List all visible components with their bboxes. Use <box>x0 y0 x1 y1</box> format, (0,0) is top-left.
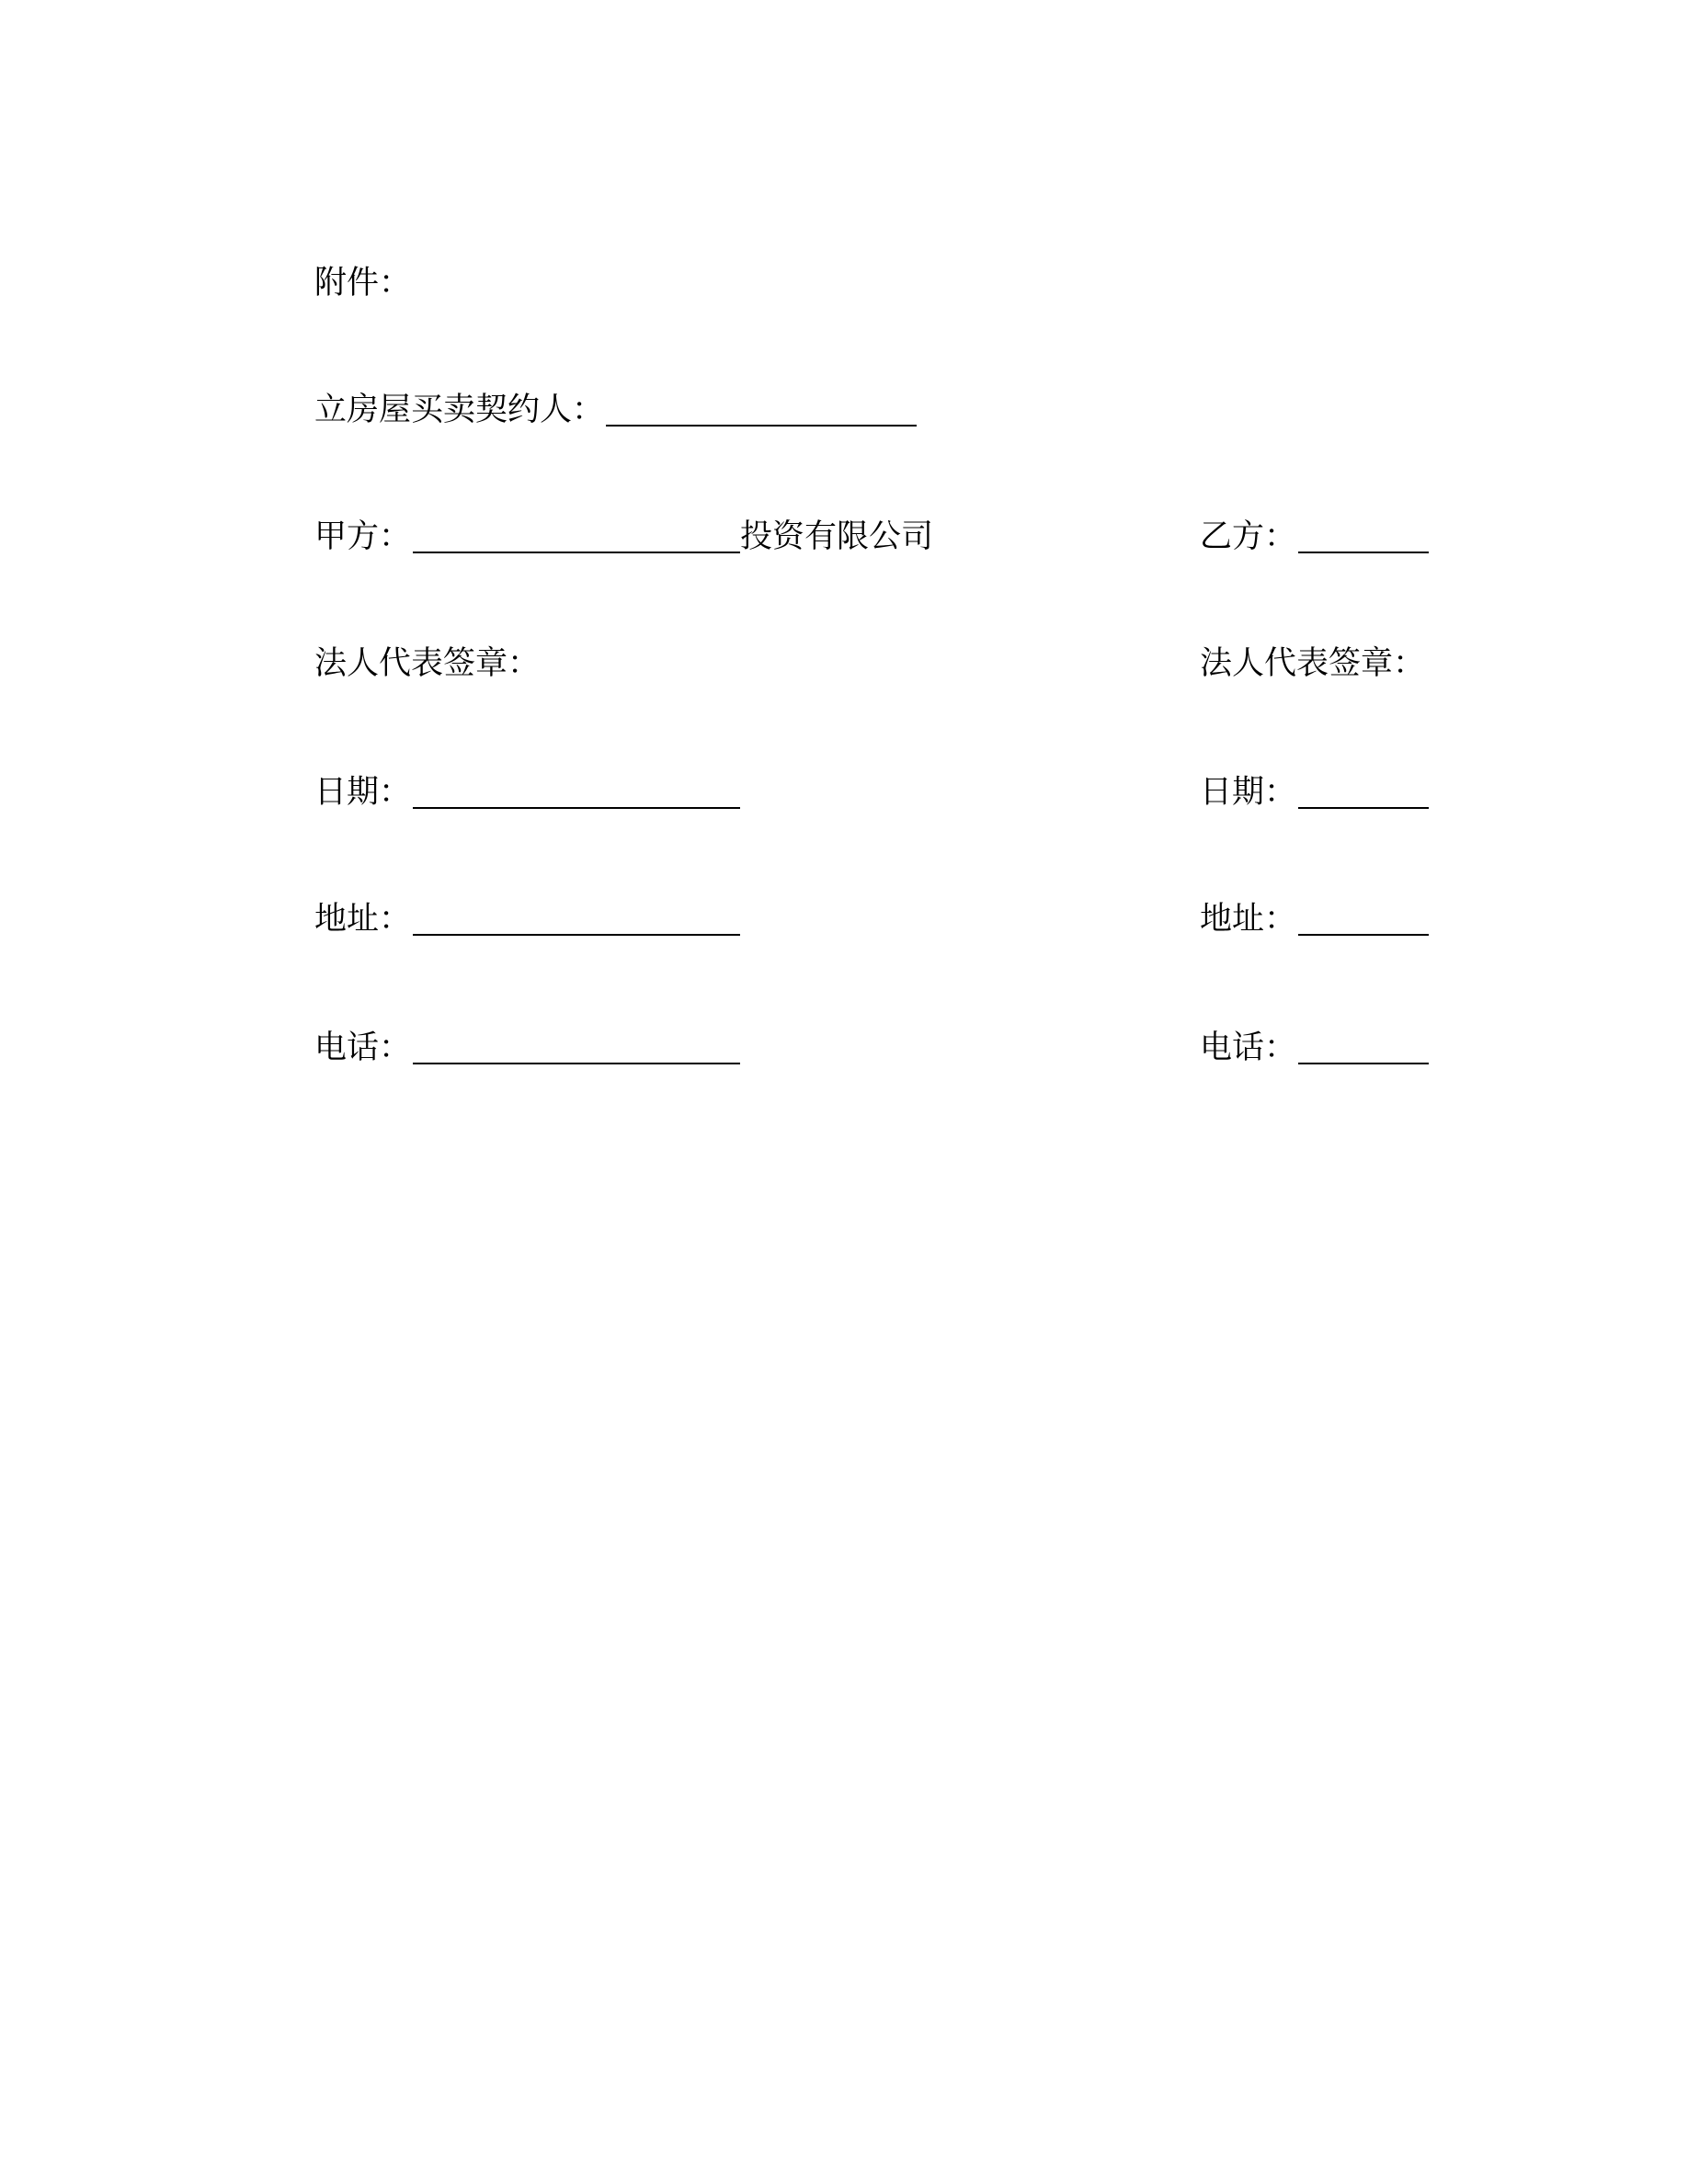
party-b-name-blank[interactable] <box>1298 518 1429 553</box>
contract-parties-label: 立房屋买卖契约人： <box>314 392 605 428</box>
party-b-label: 乙方： <box>1200 518 1297 555</box>
party-a-phone-blank[interactable] <box>413 1029 740 1064</box>
party-b-line <box>1200 517 1429 557</box>
party-a-date-line <box>314 772 740 813</box>
party-a-phone-label: 电话： <box>314 1029 412 1066</box>
contract-parties-line <box>314 390 917 430</box>
party-b-phone-blank[interactable] <box>1298 1029 1429 1064</box>
party-a-name-blank[interactable] <box>413 518 740 553</box>
party-a-address-label: 地址： <box>314 901 412 938</box>
party-b-phone-line <box>1200 1028 1429 1068</box>
party-b-signature-label: 法人代表签章： <box>1200 645 1426 682</box>
party-a-line <box>314 517 933 557</box>
party-b-date-blank[interactable] <box>1298 774 1429 809</box>
party-b-date-label: 日期： <box>1200 774 1297 811</box>
party-a-phone-line <box>314 1028 740 1068</box>
party-a-address-blank[interactable] <box>413 901 740 936</box>
party-a-suffix: 投资有限公司 <box>740 518 934 555</box>
contract-parties-blank[interactable] <box>606 392 917 427</box>
party-b-phone-label: 电话： <box>1200 1029 1297 1066</box>
party-b-address-line <box>1200 899 1429 939</box>
party-b-signature-line <box>1200 643 1425 684</box>
party-a-address-line <box>314 899 740 939</box>
attachment-line <box>314 263 411 303</box>
party-a-date-label: 日期： <box>314 774 412 811</box>
party-a-date-blank[interactable] <box>413 774 740 809</box>
party-a-signature-line <box>314 643 540 684</box>
party-b-address-blank[interactable] <box>1298 901 1429 936</box>
party-a-signature-label: 法人代表签章： <box>314 645 541 682</box>
attachment-label: 附件： <box>314 265 412 301</box>
party-b-date-line <box>1200 772 1429 813</box>
party-b-address-label: 地址： <box>1200 901 1297 938</box>
party-a-label: 甲方： <box>314 518 412 555</box>
